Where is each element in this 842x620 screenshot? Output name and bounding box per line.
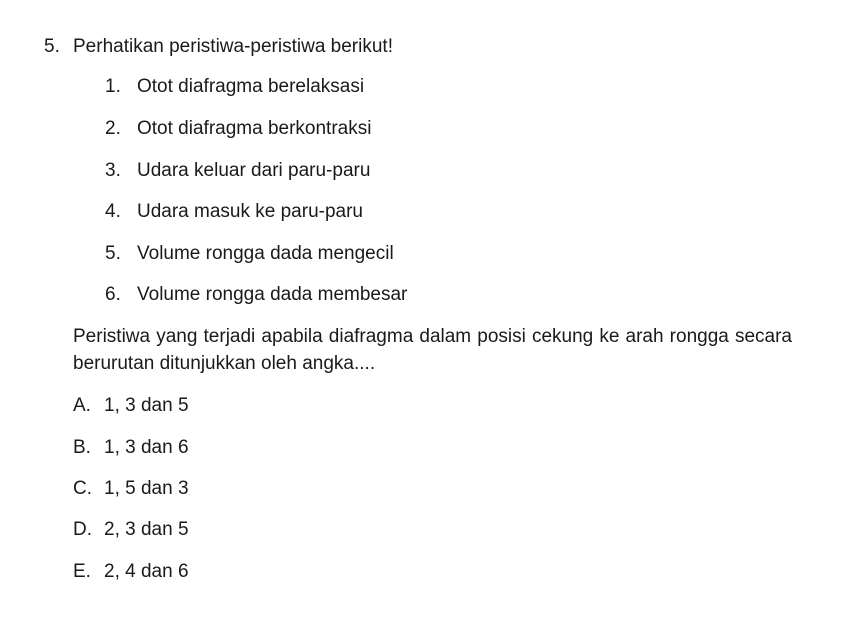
event-number: 1. bbox=[105, 76, 121, 97]
option-text: 1, 5 dan 3 bbox=[104, 478, 189, 499]
question-stem: Peristiwa yang terjadi apabila diafragma dalam posisi cekung ke arah rongga secara berurutan ditunjukkan oleh angka.... bbox=[73, 326, 792, 374]
option-letter: E. bbox=[73, 561, 91, 582]
option-letter: C. bbox=[73, 478, 92, 499]
event-number: 3. bbox=[105, 160, 121, 181]
event-text: Udara masuk ke paru-paru bbox=[137, 201, 363, 222]
event-number: 5. bbox=[105, 243, 121, 264]
option-text: 1, 3 dan 6 bbox=[104, 437, 189, 458]
event-text: Otot diafragma berelaksasi bbox=[137, 76, 365, 97]
option-text: 2, 3 dan 5 bbox=[104, 519, 189, 540]
event-number: 2. bbox=[105, 118, 121, 139]
event-text: Volume rongga dada membesar bbox=[137, 284, 408, 305]
event-text: Udara keluar dari paru-paru bbox=[137, 160, 371, 181]
option-letter: B. bbox=[73, 437, 91, 458]
event-text: Volume rongga dada mengecil bbox=[137, 243, 394, 264]
question-title: Perhatikan peristiwa-peristiwa berikut! bbox=[73, 36, 393, 57]
event-text: Otot diafragma berkontraksi bbox=[137, 118, 372, 139]
option-text: 2, 4 dan 6 bbox=[104, 561, 189, 582]
option-text: 1, 3 dan 5 bbox=[104, 395, 189, 416]
event-number: 4. bbox=[105, 201, 121, 222]
question-number: 5. bbox=[44, 36, 60, 57]
option-letter: A. bbox=[73, 395, 91, 416]
event-number: 6. bbox=[105, 284, 121, 305]
option-letter: D. bbox=[73, 519, 92, 540]
